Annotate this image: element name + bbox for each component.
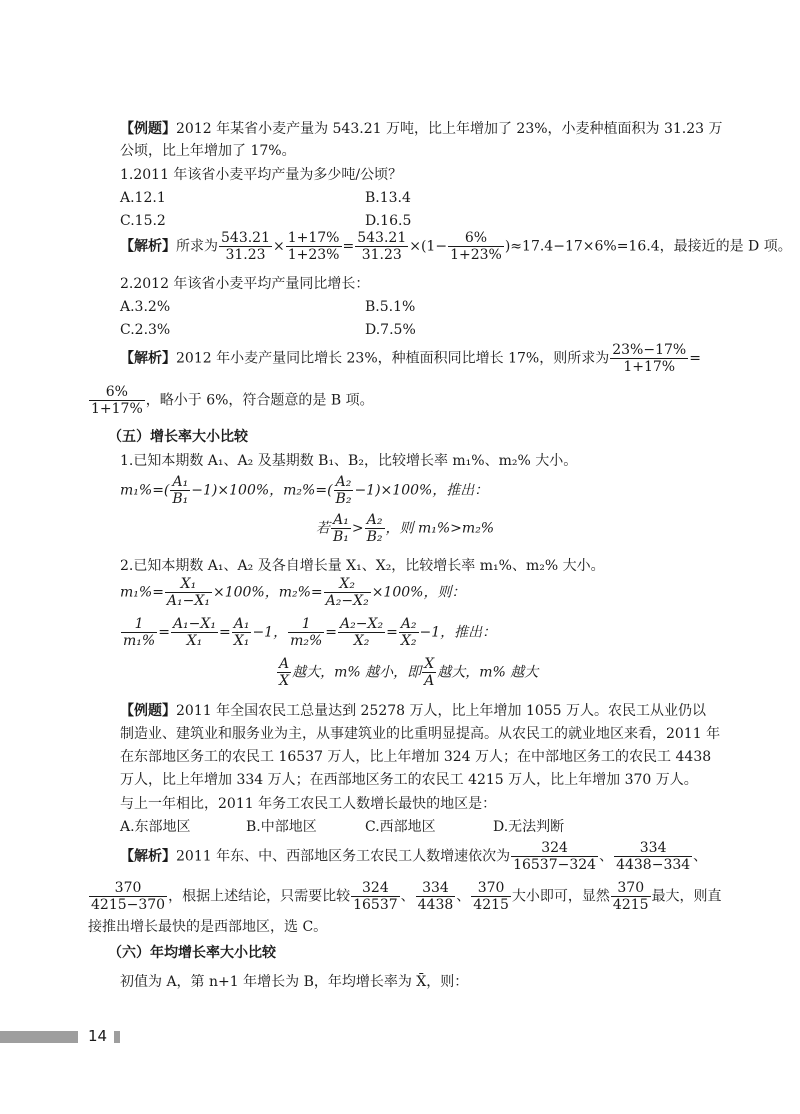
section-5-heading: （五）增长率大小比较 xyxy=(108,429,248,445)
fraction: $\frac{\text{X₁}}{\text{A₁−X₁}}$ xyxy=(166,576,210,609)
example-2-line-1: 【例题】2011 年全国农民工总量达到 25278 万人，比上年增加 1055 万人。农民工从业仍以 xyxy=(120,703,707,719)
fraction: $\frac{370}{4215-370}$ xyxy=(91,880,166,913)
option-d: D.7.5% xyxy=(365,322,416,338)
example-tag: 【例题】 xyxy=(120,121,176,137)
option-d: D.16.5 xyxy=(365,213,412,229)
example-2-line-3: 在东部地区务工的农民工 16537 万人，比上年增加 324 万人；在中部地区务工的农民工 4438 xyxy=(120,749,712,765)
fraction: $\frac{A}{X}$ xyxy=(279,656,290,689)
fraction: $\frac{\text{A₂−X₂}}{\text{X₂}}$ xyxy=(340,616,384,649)
option-a: A.东部地区 xyxy=(120,819,191,835)
option-a: A.12.1 xyxy=(120,190,166,206)
answer-3-line-3: 接推出增长最快的是西部地区，选 C。 xyxy=(88,919,328,935)
answer-2-line-1: 【解析】2012 年小麦产量同比增长 23%，种植面积同比增长 17%，则所求为 $\frac{23\%-17\%}{1+17\%}$ = xyxy=(120,342,701,375)
option-b: B.13.4 xyxy=(365,190,411,206)
formula-4: $\frac{1}{\text{m₁\%}}$ = $\frac{\text{A₁−X₁}}{\text{X₁}}$ = $\frac{\text{A₁}}{\text{X₁}}$ −1， $\frac{1}{\text{m₂\%}}$ = $\frac{\text{A₂−X₂}}{\text{X₂}}$ = $\frac{\text{A₂}}{\text{X₂}}$ −1，推出： xyxy=(123,616,497,649)
option-a: A.3.2% xyxy=(120,299,171,315)
fraction: $\frac{\text{A₁}}{\text{B₁}}$ xyxy=(333,512,349,545)
footer-bar xyxy=(0,1031,78,1043)
footer-mark xyxy=(114,1031,120,1043)
fraction: $\frac{1}{\text{m₁\%}}$ xyxy=(123,616,156,649)
page-number: 14 xyxy=(88,1027,108,1045)
fraction: $\frac{543.21}{31.23}$ xyxy=(357,230,407,263)
fraction: $\frac{334}{4438}$ xyxy=(417,880,454,913)
fraction: $\frac{23\%-17\%}{1+17\%}$ xyxy=(612,342,687,375)
answer-3-line-2: $\frac{370}{4215-370}$ ，根据上述结论，只需要比较 $\frac{324}{16537}$ 、 $\frac{334}{4438}$ 、 $\frac{370}{4215}$ 大小即可，显然 $\frac{370}{4215}$ 最大，则直 xyxy=(91,880,722,913)
fraction: $\frac{\text{A₂}}{\text{B₂}}$ xyxy=(366,512,383,545)
fraction: $\frac{\text{A₁}}{\text{X₁}}$ xyxy=(233,616,250,649)
section-6-heading: （六）年均增长率大小比较 xyxy=(108,945,276,961)
section-5-point-2: 2.已知本期数 A₁、A₂ 及各自增长量 X₁、X₂，比较增长率 m₁%、m₂% 大小。 xyxy=(120,558,605,574)
example-tag: 【例题】 xyxy=(120,703,176,719)
fraction: $\frac{X}{A}$ xyxy=(424,656,435,689)
option-c: C.15.2 xyxy=(120,213,166,229)
answer-3-line-1: 【解析】2011 年东、中、西部地区务工农民工人数增速依次为 $\frac{324}{16537-324}$ 、 $\frac{334}{4438-334}$ 、 xyxy=(120,840,708,873)
question-1: 1.2011 年该省小麦平均产量为多少吨/公顷？ xyxy=(120,167,403,183)
section-6-paragraph: 初值为 A，第 n+1 年增长为 B，年均增长率为 X̄，则： xyxy=(120,974,469,990)
option-c: C.西部地区 xyxy=(365,819,436,835)
formula-5: $\frac{A}{X}$ 越大，m% 越小，即 $\frac{X}{A}$ 越大，m% 越大 xyxy=(279,656,539,689)
fraction: $\frac{\text{A₁−X₁}}{\text{X₁}}$ xyxy=(172,616,216,649)
fraction: $\frac{\text{A₂}}{\text{B₂}}$ xyxy=(335,474,352,507)
fraction: $\frac{\text{A₂}}{\text{X₂}}$ xyxy=(400,616,417,649)
formula-1: m₁%=( $\frac{\text{A₁}}{\text{B₁}}$ −1)×100%，m₂%=( $\frac{\text{A₂}}{\text{B₂}}$ −1)×100%，推出： xyxy=(120,474,489,507)
answer-tag: 【解析】 xyxy=(120,238,176,255)
formula-3: m₁%= $\frac{\text{X₁}}{\text{A₁−X₁}}$ ×100%，m₂%= $\frac{\text{X₂}}{\text{A₂−X₂}}$ ×100%，则： xyxy=(120,576,466,609)
fraction: $\frac{6\%}{1+17\%}$ xyxy=(91,384,143,417)
fraction: $\frac{370}{4215}$ xyxy=(612,880,649,913)
option-c: C.2.3% xyxy=(120,322,171,338)
answer-1: 【解析】所求为 $\frac{543.21}{31.23}$ × $\frac{1+17\%}{1+23\%}$ = $\frac{543.21}{31.23}$ ×(1− $\frac{6\%}{1+23\%}$ )≈17.4−17×6%=16.4，最接近的是 D 项。 xyxy=(120,230,792,263)
answer-tag: 【解析】 xyxy=(120,350,176,367)
fraction: $\frac{324}{16537-324}$ xyxy=(513,840,597,873)
fraction: $\frac{334}{4438-334}$ xyxy=(616,840,691,873)
question: 与上一年相比，2011 年务工农民工人数增长最快的地区是： xyxy=(120,796,497,812)
example-1-line-1: 【例题】2012 年某省小麦产量为 543.21 万吨，比上年增加了 23%，小麦种植面积为 31.23 万 xyxy=(120,121,723,137)
question-2: 2.2012 年该省小麦平均产量同比增长： xyxy=(120,276,370,292)
example-1-line-2: 公顷，比上年增加了 17%。 xyxy=(120,143,296,159)
fraction: $\frac{1}{\text{m₂\%}}$ xyxy=(290,616,323,649)
formula-2: 若 $\frac{\text{A₁}}{\text{B₁}}$ > $\frac{\text{A₂}}{\text{B₂}}$ ，则 m₁%>m₂% xyxy=(316,512,495,545)
answer-tag: 【解析】 xyxy=(120,848,176,865)
fraction: $\frac{324}{16537}$ xyxy=(353,880,398,913)
option-d: D.无法判断 xyxy=(493,819,565,835)
option-b: B.中部地区 xyxy=(246,819,317,835)
example-2-line-2: 制造业、建筑业和服务业为主，从事建筑业的比重明显提高。从农民工的就业地区来看，2011 年 xyxy=(120,726,721,742)
answer-2-line-2: $\frac{6\%}{1+17\%}$ ，略小于 6%，符合题意的是 B 项。 xyxy=(91,384,374,417)
example-2-line-4: 万人，比上年增加 334 万人；在西部地区务工的农民工 4215 万人，比上年增加 370 万人。 xyxy=(120,772,698,788)
section-5-point-1: 1.已知本期数 A₁、A₂ 及基期数 B₁、B₂，比较增长率 m₁%、m₂% 大小。 xyxy=(120,453,578,469)
option-b: B.5.1% xyxy=(365,299,416,315)
fraction: $\frac{543.21}{31.23}$ xyxy=(221,230,270,263)
fraction: $\frac{1+17\%}{1+23\%}$ xyxy=(287,230,340,263)
fraction: $\frac{\text{A₁}}{\text{B₁}}$ xyxy=(172,474,189,507)
fraction: $\frac{\text{X₂}}{\text{A₂−X₂}}$ xyxy=(325,576,369,609)
fraction: $\frac{370}{4215}$ xyxy=(473,880,509,913)
fraction: $\frac{6\%}{1+23\%}$ xyxy=(450,230,502,263)
